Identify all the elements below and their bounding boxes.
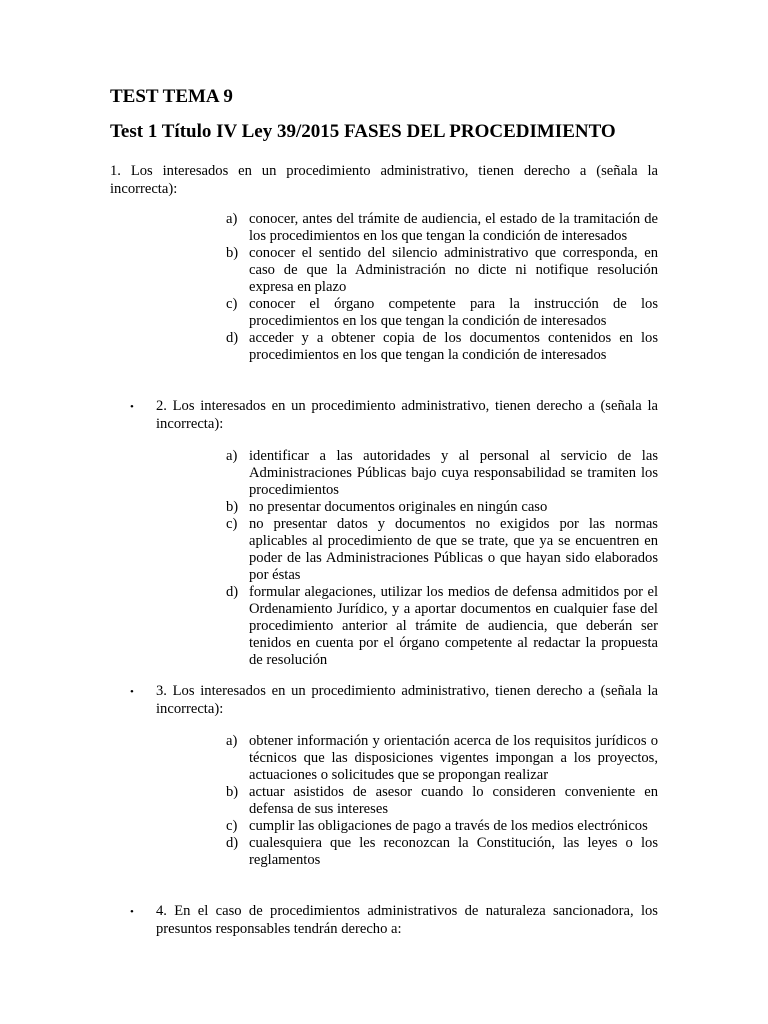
option-text: cualesquiera que les reconozcan la Constitución, las leyes o los reglamentos	[249, 835, 658, 868]
option-text: no presentar documentos originales en ningún caso	[249, 499, 548, 515]
question-1-option-b	[226, 245, 658, 296]
question-2-option-a	[226, 448, 658, 499]
question-2-option-c	[226, 516, 658, 584]
option-letter: c)	[226, 296, 238, 312]
question-1-text: 1. Los interesados en un procedimiento administrativo, tienen derecho a (señala la incorrecta):	[110, 163, 658, 197]
question-1-options	[226, 211, 658, 364]
question-1-option-c	[226, 296, 658, 330]
question-2-option-b	[226, 499, 658, 516]
question-2-option-d	[226, 584, 658, 669]
question-2-bullet: •	[130, 401, 134, 413]
option-letter: b)	[226, 784, 239, 800]
option-text: identificar a las autoridades y al personal al servicio de las Administraciones Públicas bajo cuya responsabilidad se tramiten los procedimientos	[249, 448, 658, 498]
question-3-option-a	[226, 733, 658, 784]
question-3-text: 3. Los interesados en un procedimiento administrativo, tienen derecho a (señala la incorrecta):	[156, 683, 658, 717]
option-letter: a)	[226, 211, 238, 227]
question-3-options	[226, 733, 658, 869]
option-text: conocer el órgano competente para la instrucción de los procedimientos en los que tengan la condición de interesados	[249, 296, 658, 329]
question-2-options	[226, 448, 658, 669]
option-text: conocer, antes del trámite de audiencia, el estado de la tramitación de los procedimientos en los que tengan la condición de interesados	[249, 211, 658, 244]
option-text: no presentar datos y documentos no exigidos por las normas aplicables al procedimiento de que se trate, que ya se encuentren en poder de las Administraciones Públicas o que hayan sido elaborados por éstas	[249, 516, 658, 583]
question-3-option-c	[226, 818, 658, 835]
question-2-text: 2. Los interesados en un procedimiento administrativo, tienen derecho a (señala la incorrecta):	[156, 398, 658, 432]
option-letter: a)	[226, 733, 238, 749]
option-letter: b)	[226, 499, 239, 515]
question-3-option-d	[226, 835, 658, 869]
option-letter: b)	[226, 245, 239, 261]
option-letter: c)	[226, 516, 238, 532]
question-1-option-a	[226, 211, 658, 245]
option-text: obtener información y orientación acerca de los requisitos jurídicos o técnicos que las disposiciones vigentes impongan a los proyectos, actuaciones o solicitudes que se propongan realizar	[249, 733, 658, 783]
option-letter: a)	[226, 448, 238, 464]
option-text: cumplir las obligaciones de pago a través de los medios electrónicos	[249, 818, 648, 834]
document-title: TEST TEMA 9	[110, 86, 233, 107]
option-text: actuar asistidos de asesor cuando lo consideren conveniente en defensa de sus intereses	[249, 784, 658, 817]
question-3-option-b	[226, 784, 658, 818]
option-letter: c)	[226, 818, 238, 834]
option-text: acceder y a obtener copia de los documentos contenidos en los procedimientos en los que tengan la condición de interesados	[249, 330, 658, 363]
question-3-bullet: •	[130, 686, 134, 698]
option-text: formular alegaciones, utilizar los medios de defensa admitidos por el Ordenamiento Jurídico, y a aportar documentos en cualquier fase del procedimiento anterior al trámite de audiencia, que deberán ser tenidos en cuenta por el órgano competente al redactar la propuesta de resolución	[249, 584, 658, 668]
question-4-bullet: •	[130, 906, 134, 918]
document-subtitle: Test 1 Título IV Ley 39/2015 FASES DEL PROCEDIMIENTO	[110, 121, 616, 142]
question-4-text: 4. En el caso de procedimientos administrativos de naturaleza sancionadora, los presuntos responsables tendrán derecho a:	[156, 903, 658, 937]
option-text: conocer el sentido del silencio administrativo que corresponda, en caso de que la Administración no dicte ni notifique resolución expresa en plazo	[249, 245, 658, 295]
option-letter: d)	[226, 584, 239, 600]
question-1-option-d	[226, 330, 658, 364]
option-letter: d)	[226, 330, 239, 346]
option-letter: d)	[226, 835, 239, 851]
